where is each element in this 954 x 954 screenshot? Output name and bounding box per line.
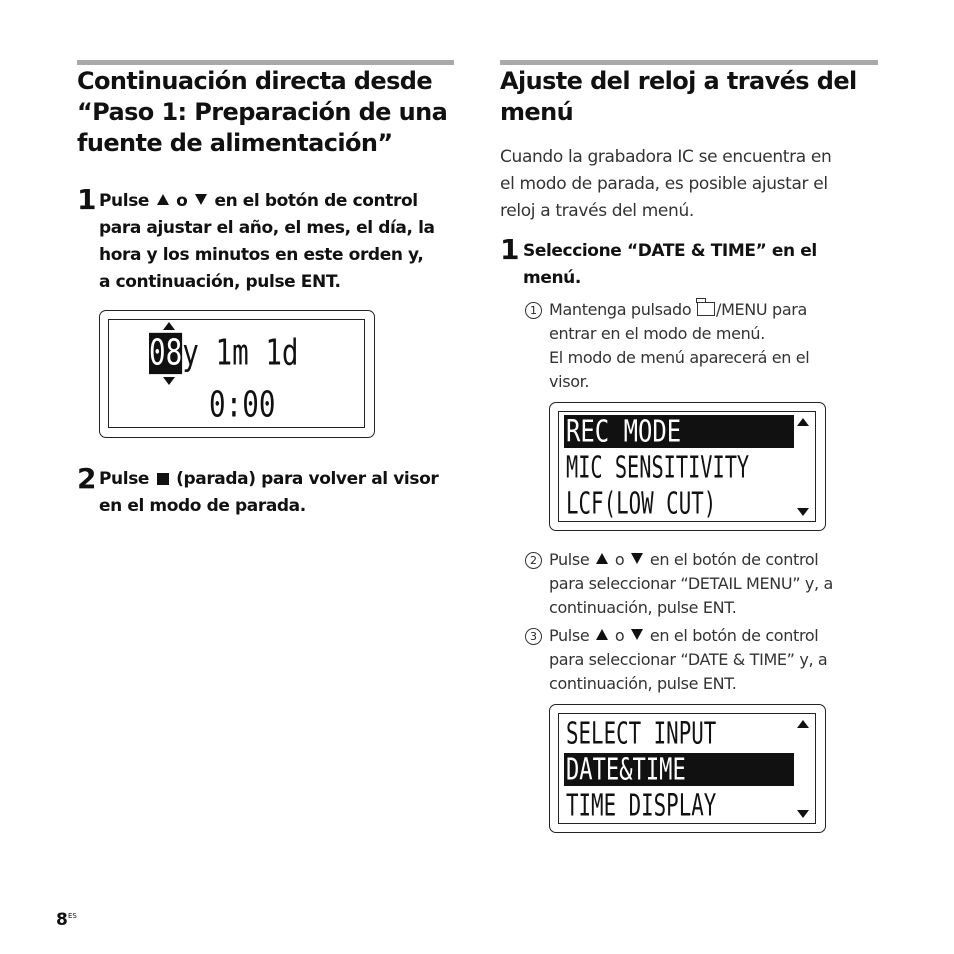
left-heading-rule xyxy=(77,60,454,65)
right-heading xyxy=(500,66,857,128)
left-step1-line: Pulse o en el botón de control xyxy=(99,191,418,211)
right-heading-line: Ajuste del reloj a través del xyxy=(500,67,857,95)
left-step2-line: en el modo de parada. xyxy=(99,496,306,516)
substep-1-text: Mantenga pulsado /MENU para entrar en el modo de menú. El modo de menú aparecerá en el visor. xyxy=(549,300,810,391)
substep-3-circle: 3 xyxy=(525,628,542,645)
right-step1-number: 1 xyxy=(500,233,520,266)
lcd-date-screen xyxy=(108,319,365,428)
down-triangle-icon xyxy=(631,553,643,564)
left-step1-line: a continuación, pulse ENT. xyxy=(99,272,341,292)
lcd-menu-item: TIME DISPLAY xyxy=(566,789,717,824)
lcd-menu-item: LCF(LOW CUT) xyxy=(566,487,717,522)
lcd-menu-item: MIC SENSITIVITY xyxy=(566,451,750,486)
scroll-down-icon xyxy=(797,810,809,818)
lcd-menu-item: DATE&TIME xyxy=(566,753,686,788)
lcd-time-line: 0:00 xyxy=(209,384,276,427)
down-arrow-icon xyxy=(163,377,175,385)
left-step2-number: 2 xyxy=(77,462,97,495)
right-heading-line: menú xyxy=(500,98,574,126)
stop-square-icon xyxy=(157,473,169,485)
left-step2-line: Pulse (parada) para volver al visor xyxy=(99,469,439,489)
substep-3-text: Pulse o en el botón de control para seleccionar “DATE & TIME” y, a continuación, pulse ENT. xyxy=(549,626,828,693)
page-number: 8 xyxy=(56,910,68,930)
substep-1-circle: 1 xyxy=(525,302,542,319)
left-step2-text xyxy=(99,466,469,520)
left-step1-text xyxy=(99,188,459,296)
page-language: ES xyxy=(68,912,77,920)
folder-icon xyxy=(697,302,715,316)
lcd-menu-display-1 xyxy=(549,402,826,531)
lcd-date-display xyxy=(99,310,375,438)
left-heading-line: Continuación directa desde xyxy=(77,67,433,95)
lcd-menu-screen-2 xyxy=(558,713,816,824)
lcd-menu-screen-1 xyxy=(558,411,816,522)
left-step1-line: para ajustar el año, el mes, el día, la xyxy=(99,218,435,238)
left-heading-line: “Paso 1: Preparación de una xyxy=(77,98,448,126)
down-triangle-icon xyxy=(195,194,207,205)
right-intro: Cuando la grabadora IC se encuentra en el modo de parada, es posible ajustar el reloj a través del menú. xyxy=(500,147,832,221)
left-heading xyxy=(77,66,447,159)
lcd-menu-item: SELECT INPUT xyxy=(566,717,717,752)
scroll-up-icon xyxy=(797,418,809,426)
lcd-menu-display-2 xyxy=(549,704,826,833)
scroll-down-icon xyxy=(797,508,809,516)
right-step1-text: Seleccione “DATE & TIME” en el menú. xyxy=(523,241,817,288)
left-step1-line: hora y los minutos en este orden y, xyxy=(99,245,424,265)
scroll-up-icon xyxy=(797,720,809,728)
right-heading-rule xyxy=(500,60,878,65)
lcd-menu-item: REC MODE xyxy=(566,415,682,450)
up-triangle-icon xyxy=(596,629,608,640)
substep-2-circle: 2 xyxy=(525,552,542,569)
left-step1-number: 1 xyxy=(77,183,97,216)
lcd-year-value: 08 xyxy=(149,332,183,375)
up-arrow-icon xyxy=(163,322,175,330)
substep-2-text: Pulse o en el botón de control para seleccionar “DETAIL MENU” y, a continuación, pulse ENT. xyxy=(549,550,833,617)
up-triangle-icon xyxy=(596,553,608,564)
down-triangle-icon xyxy=(631,629,643,640)
left-heading-line: fuente de alimentación” xyxy=(77,129,393,157)
up-triangle-icon xyxy=(157,194,169,205)
lcd-date-line: 08y 1m 1d xyxy=(149,332,299,375)
